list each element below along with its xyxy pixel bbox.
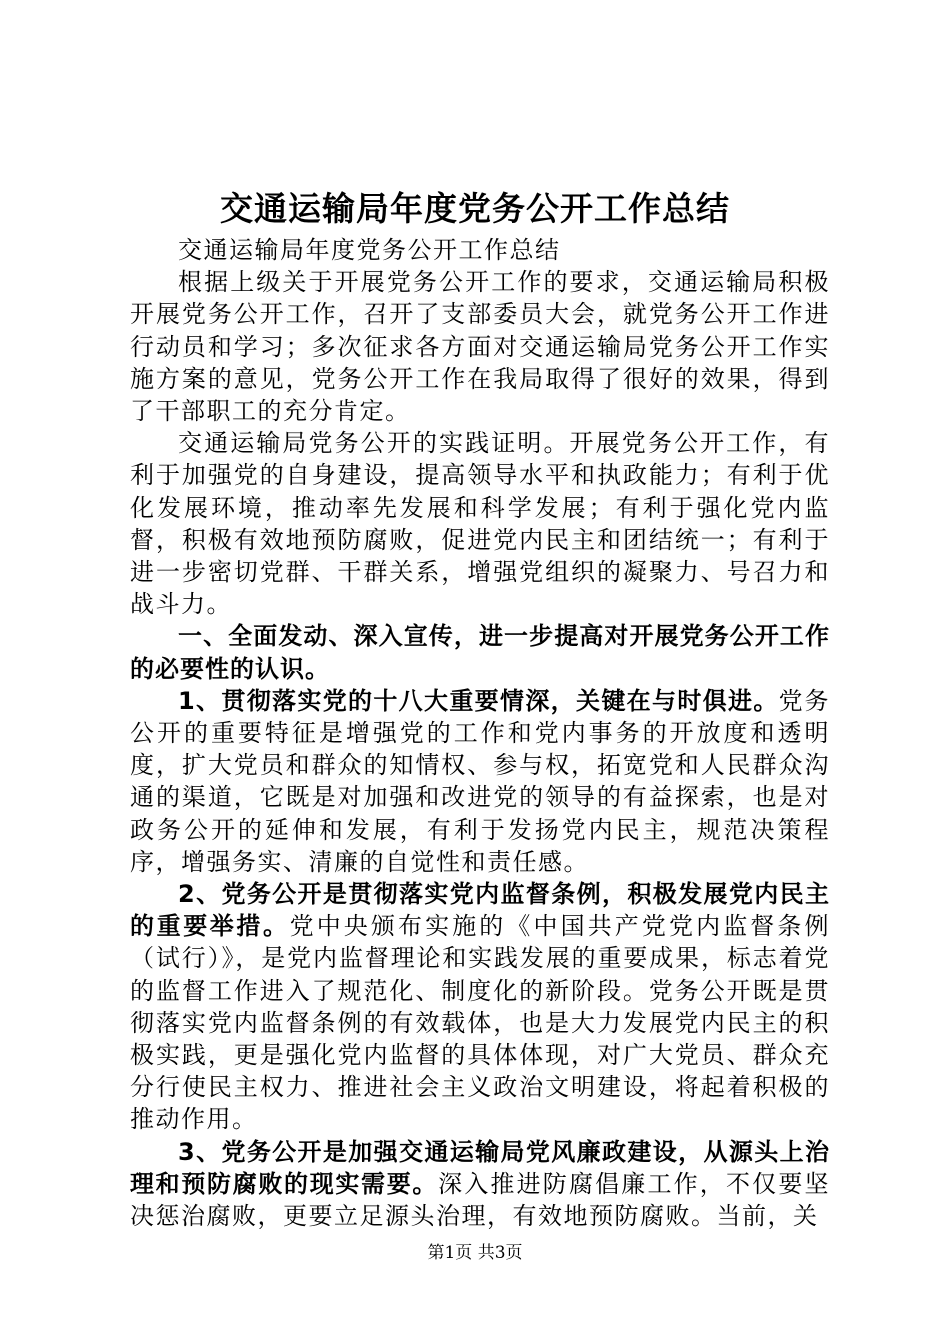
- paragraph-point-1: [130, 685, 830, 878]
- paragraph-text: 党务公开的重要特征是增强党的工作和党内事务的开放度和透明度，扩大党员和群众的知情权、参与权，拓宽党和人民群众沟通的渠道，它既是对加强和改进党的领导的有益探索，也是对政务公开的延伸和发展，有利于发扬党内民主，规范决策程序，增强务实、清廉的自觉性和责任感。: [130, 686, 831, 876]
- paragraph-text: 交通运输局年度党务公开工作总结: [178, 236, 561, 264]
- paragraph-text: 交通运输局党务公开的实践证明。开展党务公开工作，有利于加强党的自身建设，提高领导水平和执政能力；有利于优化发展环境，推动率先发展和科学发展；有利于强化党内监督，积极有效地预防腐败，促进党内民主和团结统一；有利于进一步密切党群、干群关系，增强党组织的凝聚力、号召力和战斗力。: [130, 429, 830, 619]
- section-heading-text: 一、全面发动、深入宣传，进一步提高对开展党务公开工作的必要性的认识。: [130, 622, 830, 683]
- paragraph-practice: [130, 427, 830, 620]
- section-heading-1: [130, 620, 830, 684]
- paragraph-subtitle: [130, 234, 830, 266]
- paragraph-point-2: [130, 878, 830, 1136]
- point-lead: 2、党务公开是贯彻落实党内监督条例，积极发展党内民主的重要举措。: [130, 880, 830, 941]
- point-lead: 3、党务公开是加强交通运输局党风廉政建设，从源头上治理和预防腐败的现实需要。: [130, 1137, 830, 1198]
- document-title: 交通运输局年度党务公开工作总结: [220, 189, 730, 228]
- paragraph-point-3: [130, 1136, 830, 1233]
- point-lead: 1、贯彻落实党的十八大重要情深，关键在与时俱进。: [178, 686, 779, 715]
- paragraph-text: 深入推进防腐倡廉工作，不仅要坚决惩治腐败，更要立足源头治理，有效地预防腐败。当前，关: [130, 1169, 831, 1231]
- page-footer: [0, 1241, 950, 1265]
- paragraph-text: 党中央颁布实施的《中国共产党党内监督条例（试行）》，是党内监督理论和实践发展的重要成果，标志着党的监督工作进入了规范化、制度化的新阶段。党务公开既是贯彻落实党内监督条例的有效载体，也是大力发展党内民主的积极实践，更是强化党内监督的具体体现，对广大党员、群众充分行使民主权力、推进社会主义政治文明建设，将起着积极的推动作用。: [130, 912, 831, 1134]
- paragraph-text: 根据上级关于开展党务公开工作的要求，交通运输局积极开展党务公开工作，召开了支部委员大会，就党务公开工作进行动员和学习；多次征求各方面对交通运输局党务公开工作实施方案的意见，党务公开工作在我局取得了很好的效果，得到了干部职工的充分肯定。: [130, 268, 830, 426]
- page-number: 第1页 共3页: [427, 1243, 523, 1263]
- document-body: [130, 234, 830, 1232]
- paragraph-intro: [130, 266, 830, 427]
